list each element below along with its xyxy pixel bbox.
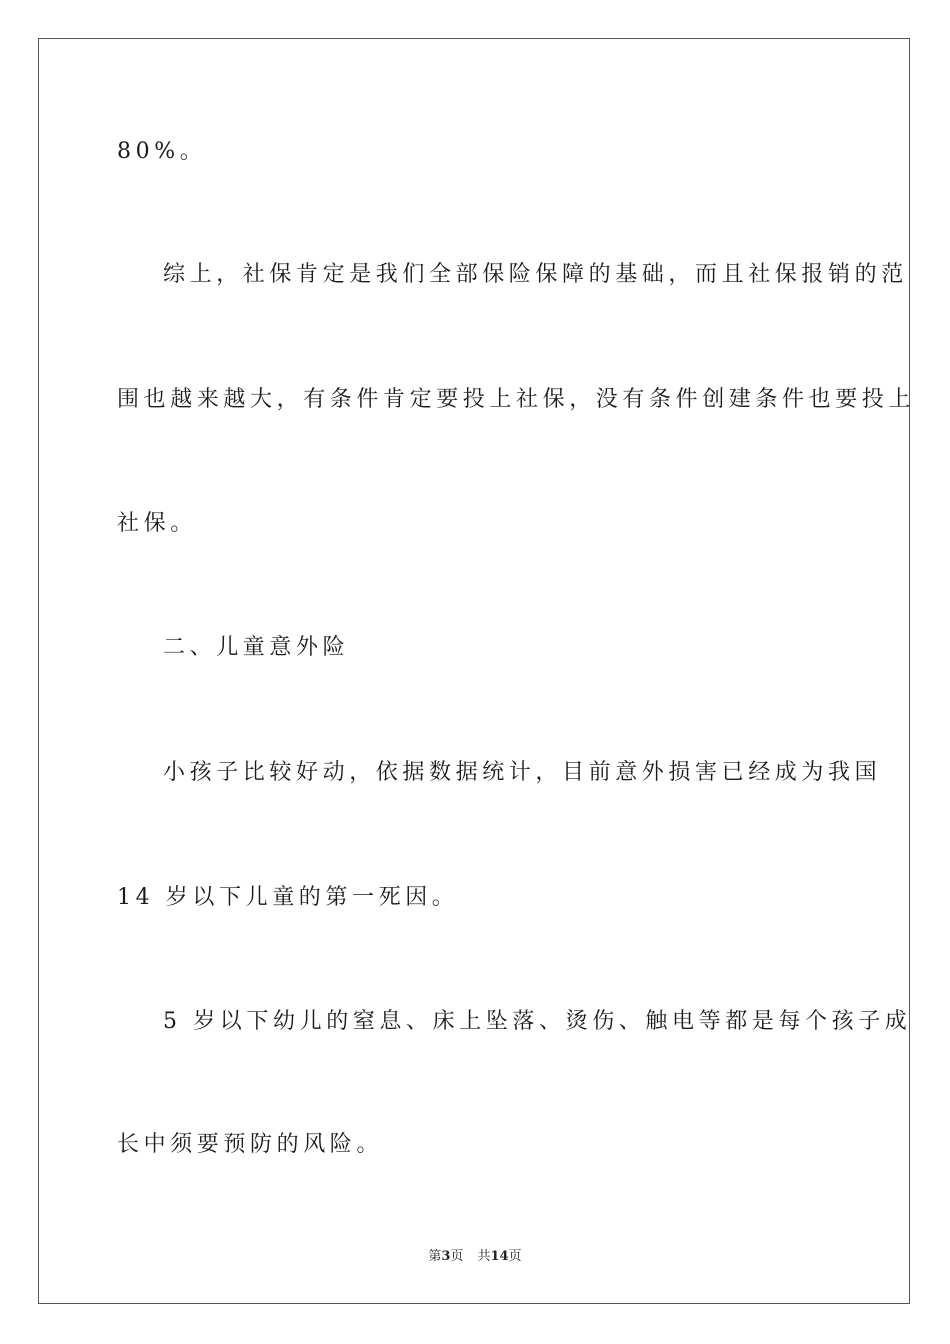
text-line-6: 小孩子比较好动，依据数据统计，目前意外损害已经成为我国 (163, 760, 882, 785)
page-prefix: 第 (428, 1249, 442, 1264)
total-suffix: 页 (508, 1249, 522, 1264)
text-line-4: 社保。 (117, 511, 197, 536)
text-line-7: 14 岁以下儿童的第一死因。 (117, 885, 459, 910)
text-line-3: 围也越来越大，有条件肯定要投上社保，没有条件创建条件也要投上 (117, 387, 916, 412)
page-suffix: 页 (450, 1249, 464, 1264)
total-prefix: 共 (477, 1249, 491, 1264)
page-number: 3 (441, 1249, 451, 1264)
page-border (38, 38, 916, 1304)
text-line-2: 综上，社保肯定是我们全部保险保障的基础，而且社保报销的范 (163, 262, 908, 287)
section-heading: 二、儿童意外险 (163, 635, 350, 660)
text-line-8: 5 岁以下幼儿的窒息、床上坠落、烫伤、触电等都是每个孩子成 (163, 1009, 912, 1034)
page-footer (0, 1249, 950, 1265)
text-line-1: 80%。 (117, 139, 207, 164)
total-pages: 14 (490, 1249, 509, 1264)
text-line-9: 长中须要预防的风险。 (117, 1132, 384, 1157)
